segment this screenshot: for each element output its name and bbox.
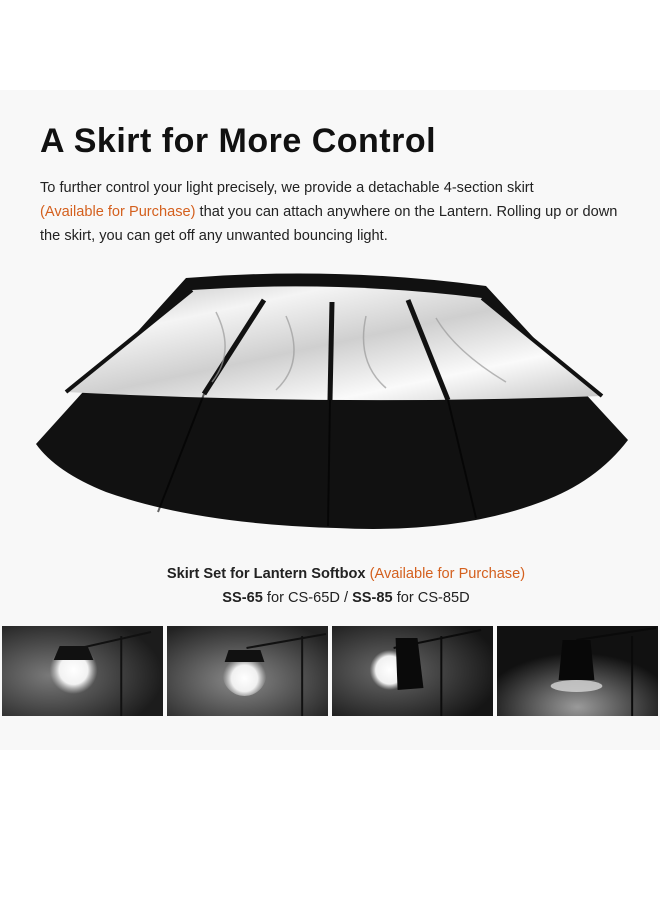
caption-availability: (Available for Purchase) xyxy=(369,566,526,582)
description-start: To further control your light precisely, we provide a detachable 4-section skirt xyxy=(40,180,534,196)
availability-highlight: (Available for Purchase) xyxy=(40,204,196,220)
product-caption xyxy=(0,562,660,610)
caption-line-1 xyxy=(0,562,660,586)
lighting-demo-strip xyxy=(2,626,658,716)
description-text xyxy=(40,176,640,248)
caption-line-2 xyxy=(0,586,660,610)
demo-photo-full-skirt xyxy=(497,626,658,716)
caption-product-label: Skirt Set for Lantern Softbox xyxy=(166,566,370,582)
caption-model-1: SS-65 xyxy=(222,590,263,606)
caption-model-2: SS-85 xyxy=(352,590,393,606)
description-end: that you can attach anywhere on the Lantern. Rolling up or down the skirt, you can get off any unwanted bouncing light. xyxy=(40,204,618,244)
page-title: A Skirt for More Control xyxy=(40,122,437,160)
caption-model-2-for: for CS-85D xyxy=(392,590,470,606)
skirt-product-image xyxy=(36,272,628,534)
demo-photo-no-skirt xyxy=(2,626,163,716)
demo-photo-partial-skirt xyxy=(332,626,493,716)
caption-model-1-for: for CS-65D / xyxy=(262,590,353,606)
demo-photo-rolled-skirt xyxy=(167,626,328,716)
